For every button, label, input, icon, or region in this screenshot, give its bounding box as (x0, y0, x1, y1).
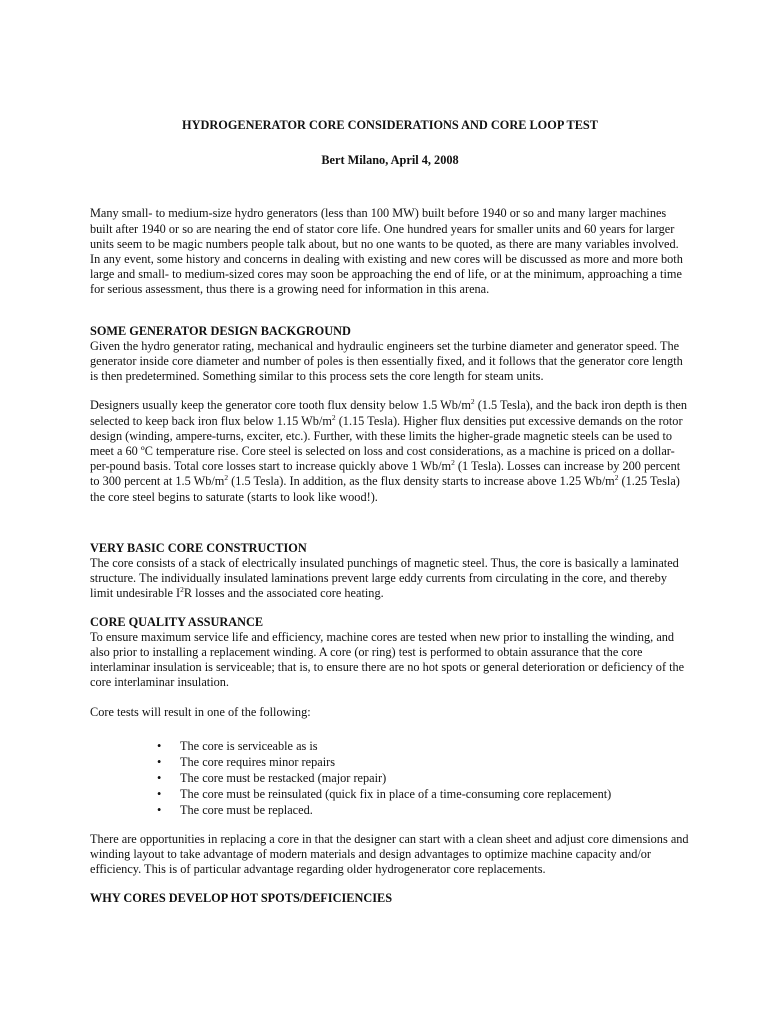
list-item-text: The core must be replaced. (180, 802, 313, 817)
list-item-text: The core is serviceable as is (180, 738, 318, 753)
superscript-2: 2 (180, 585, 184, 595)
quality-paragraph-1: To ensure maximum service life and efficiency, machine cores are tested when new prior to installing the winding, and also prior to installing a replacement winding. A core (or ring) test is performed to obtain assurance that the core interlaminar insulation is serviceable; that is, to ensure there are no hot spots or general deterioration or deficiency of the core interlaminar insulation. (90, 629, 685, 690)
intro-paragraph: Many small- to medium-size hydro generators (less than 100 MW) built before 1940 or so and many larger machines built after 1940 or so are nearing the end of stator core life. One hundred years for smaller units and 60 years for larger units seem to be magic numbers people talk about, but no one wants to be quoted, as there are many variables involved. In any event, some history and concerns in dealing with existing and new cores will be discussed as more and more both large and small- to medium-sized cores may soon be approaching the end of life, or at the minimum, approaching a time for serious assessment, thus there is a growing need for information in this arena. (90, 206, 683, 297)
core-construction-heading: VERY BASIC CORE CONSTRUCTION (90, 540, 307, 555)
design-p2-part-f: (1.25 Tesla) the core steel begins to saturate (starts to look like wood!). (90, 474, 680, 504)
bullet-icon: • (157, 770, 162, 785)
document-title: HYDROGENERATOR CORE CONSIDERATIONS AND CORE LOOP TEST (182, 118, 598, 132)
superscript-2: 2 (224, 473, 229, 483)
design-p2-part-d: (1 Tesla). Losses can increase by 200 percent to 300 percent at 1.5 Wb/m (90, 459, 681, 489)
design-p2-part-c: (1.15 Tesla). Higher flux densities put excessive demands on the rotor design (winding, ampere-turns, exciter, etc.). Further, with these limits the higher-grade magnetic steels can be used to meet a 60 ºC temperature rise. Core steel is selected on loss and cost considerations, as a machine is priced on a dollar-per-pound basis. Total core losses start to increase quickly above 1 Wb/m (90, 413, 683, 474)
bullet-icon: • (157, 754, 162, 769)
list-item (90, 754, 690, 770)
list-item-text: The core requires minor repairs (180, 754, 336, 769)
construction-text-b: R losses and the associated core heating. (183, 586, 384, 601)
core-construction-paragraph (90, 556, 690, 602)
quality-assurance-heading: CORE QUALITY ASSURANCE (90, 614, 264, 629)
bullet-icon: • (157, 738, 162, 753)
core-test-outcomes-list (90, 738, 690, 818)
superscript-2: 2 (470, 397, 475, 407)
list-item (90, 770, 690, 786)
design-paragraph-1: Given the hydro generator rating, mechanical and hydraulic engineers set the turbine diameter and generator speed. The generator inside core diameter and number of poles is then essentially fixed, and it follows that the generator core length is then predetermined. Something similar to this process sets the core length for steam units. (90, 338, 683, 384)
construction-text-a: The core consists of a stack of electrically insulated punchings of magnetic steel. Thus, the core is basically a laminated structure. The individually insulated laminations prevent large eddy currents from circulating in the core, and thereby limit undesirable I (90, 556, 679, 601)
quality-paragraph-3: There are opportunities in replacing a core in that the designer can start with a clean sheet and adjust core dimensions and winding layout to take advantage of modern materials and design advantages to optimize machine capacity and/or efficiency. This is of particular advantage regarding older hydrogenerator core replacements. (90, 831, 689, 877)
design-background-heading: SOME GENERATOR DESIGN BACKGROUND (90, 323, 351, 338)
design-p2-part-a: Designers usually keep the generator core tooth flux density below 1.5 Wb/m (90, 398, 471, 413)
superscript-2: 2 (331, 412, 336, 422)
list-item (90, 802, 690, 818)
list-item-text: The core must be restacked (major repair) (180, 770, 387, 785)
author-date-line: Bert Milano, April 4, 2008 (321, 153, 459, 168)
superscript-2: 2 (451, 458, 455, 468)
design-paragraph-2 (90, 398, 690, 504)
document-body (90, 118, 690, 906)
list-item (90, 786, 690, 802)
bullet-icon: • (157, 786, 162, 801)
quality-paragraph-2: Core tests will result in one of the following: (90, 704, 311, 719)
list-item (90, 738, 690, 754)
design-p2-part-e: (1.5 Tesla). In addition, as the flux density starts to increase above 1.25 Wb/m (228, 474, 615, 489)
hot-spots-heading: WHY CORES DEVELOP HOT SPOTS/DEFICIENCIES (90, 890, 393, 905)
bullet-icon: • (157, 802, 162, 817)
superscript-2: 2 (614, 473, 619, 483)
list-item-text: The core must be reinsulated (quick fix in place of a time-consuming core replacement) (180, 786, 612, 801)
design-p2-part-b: (1.5 Tesla), and the back iron depth is then selected to keep back iron flux below 1.15 Wb/m (90, 398, 687, 428)
